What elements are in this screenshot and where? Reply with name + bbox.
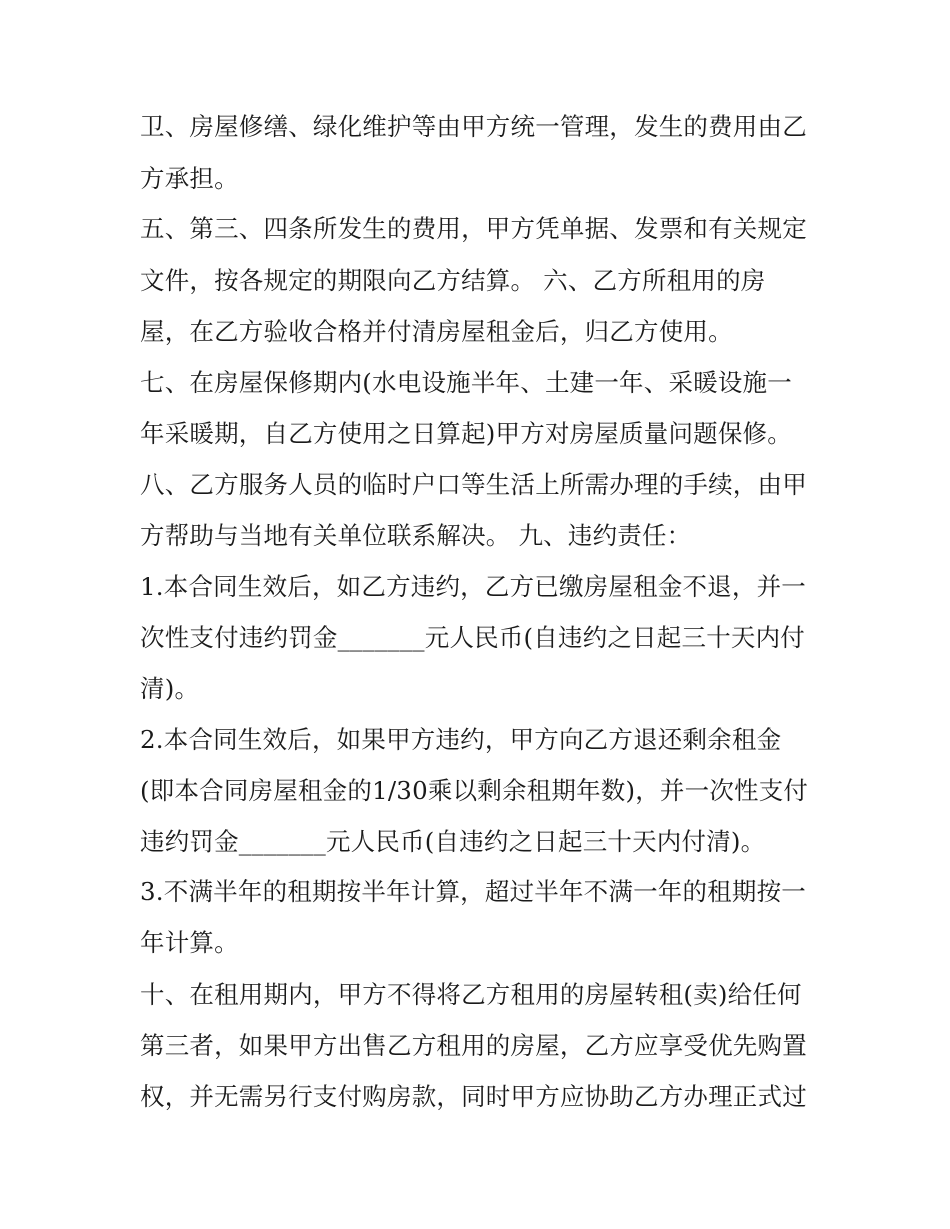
- text-line: 七、在房屋保修期内(水电设施半年、土建一年、采暖设施一: [140, 368, 792, 397]
- text-line: 文件，按各规定的期限向乙方结算。 六、乙方所租用的房: [140, 266, 766, 295]
- text-line: 2.本合同生效后，如果甲方违约，甲方向乙方退还剩余租金: [140, 725, 782, 754]
- text-line: 1.本合同生效后，如乙方违约，乙方已缴房屋租金不退，并一: [140, 572, 806, 601]
- text-line: 十、在租用期内，甲方不得将乙方租用的房屋转租(卖)给任何: [140, 980, 802, 1009]
- text-line: 次性支付违约罚金_______元人民币(自违约之日起三十天内付: [140, 623, 806, 652]
- text-line: 第三者，如果甲方出售乙方租用的房屋，乙方应享受优先购置: [140, 1031, 807, 1060]
- text-line: 年采暖期，自乙方使用之日算起)甲方对房屋质量问题保修。: [140, 419, 792, 448]
- text-line: (即本合同房屋租金的1/30乘以剩余租期年数)，并一次性支付: [140, 776, 809, 805]
- text-line: 年计算。: [140, 928, 239, 957]
- text-line: 违约罚金_______元人民币(自违约之日起三十天内付清)。: [140, 827, 766, 856]
- text-line: 卫、房屋修缮、绿化维护等由甲方统一管理，发生的费用由乙: [140, 112, 807, 141]
- text-line: 八、乙方服务人员的临时户口等生活上所需办理的手续，由甲: [140, 470, 807, 499]
- text-line: 方帮助与当地有关单位联系解决。 九、违约责任：: [140, 521, 692, 550]
- text-line: 五、第三、四条所发生的费用，甲方凭单据、发票和有关规定: [140, 214, 807, 243]
- text-line: 清)。: [140, 674, 200, 703]
- text-line: 3.不满半年的租期按半年计算，超过半年不满一年的租期按一: [140, 877, 806, 906]
- text-line: 方承担。: [140, 164, 239, 193]
- text-line: 屋，在乙方验收合格并付清房屋租金后，归乙方使用。: [140, 317, 733, 346]
- text-line: 权，并无需另行支付购房款，同时甲方应协助乙方办理正式过: [140, 1082, 807, 1111]
